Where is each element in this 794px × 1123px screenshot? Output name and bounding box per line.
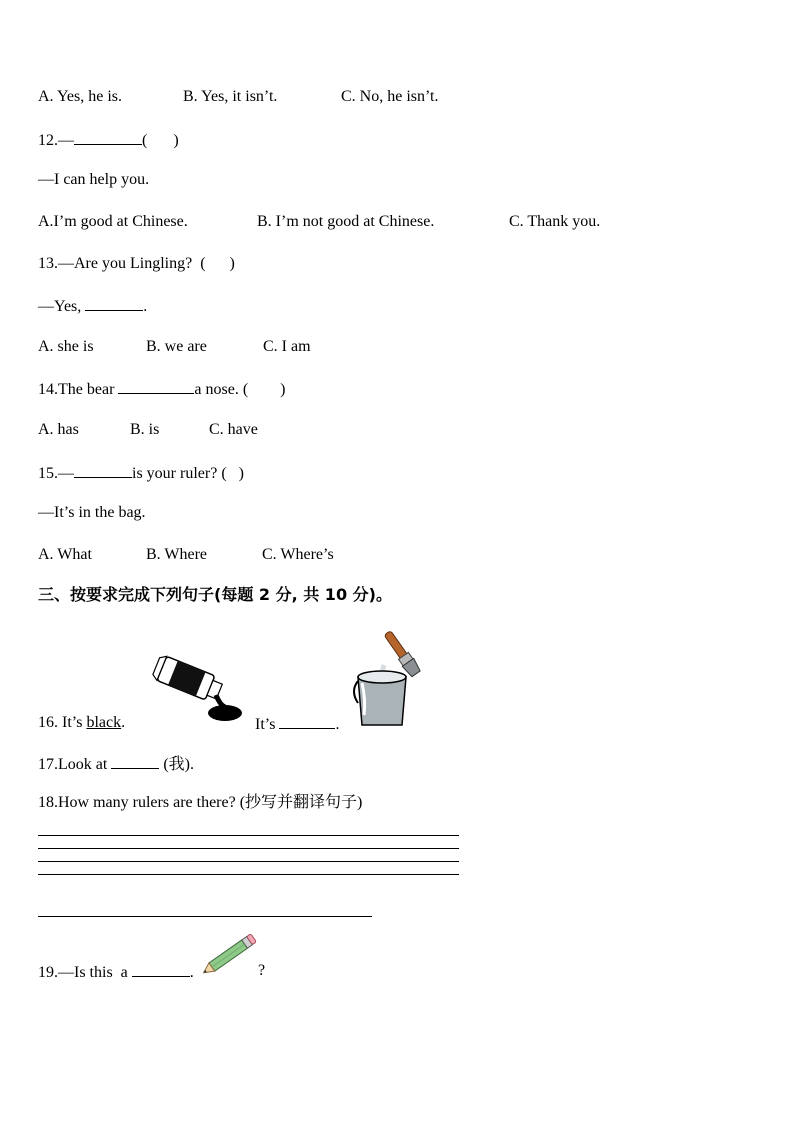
q18-question: 18.How many rulers are there? (抄写并翻译句子) [38,794,363,811]
writing-line-2[interactable] [38,848,459,849]
q16-blank[interactable] [279,713,335,729]
q12-option-c: C. Thank you. [509,213,601,230]
q16-word-black: black [86,714,122,731]
pencil-picture [196,932,262,978]
q12-blank[interactable] [74,129,142,145]
q14-option-a: A. has [38,421,79,438]
q19-question-mark: ? [258,962,266,979]
q13-option-b: B. we are [146,338,207,355]
q16-second-suffix: . [335,716,340,733]
q14-question [38,378,286,400]
q15-prefix: 15.— [38,465,74,482]
q12-option-a: A.I’m good at Chinese. [38,213,188,230]
paint-tube-picture [150,655,245,725]
q16-second-sentence [255,713,339,735]
q14-suffix: a nose. [194,381,239,398]
writing-line-4[interactable] [38,874,459,875]
writing-line-1[interactable] [38,835,459,836]
q15-blank[interactable] [74,462,132,478]
q12-option-b: B. I’m not good at Chinese. [257,213,435,230]
q19-period: . [189,964,194,981]
q15-suffix: is your ruler? [132,465,218,482]
q13-answer-suffix: . [143,298,148,315]
q15-question [38,462,244,484]
q11-option-c: C. No, he isn’t. [341,88,439,105]
q16-question [38,713,125,733]
q16-second-prefix: It’s [255,716,276,733]
section-3-heading: 三、按要求完成下列句子(每题 2 分, 共 10 分)。 [38,585,392,604]
q19-prefix: 19.—Is this a [38,964,128,981]
q17-suffix: (我). [163,756,194,773]
q13-option-c: C. I am [263,338,311,355]
q17-prefix: 17.Look at [38,756,108,773]
q12-number: 12. [38,132,58,149]
q19-blank[interactable] [132,961,190,977]
writing-line-3[interactable] [38,861,459,862]
q17-question [38,753,194,775]
answer-line[interactable] [38,916,372,917]
q16-period: . [121,714,126,731]
q15-paren[interactable]: ( ) [221,465,244,482]
q11-option-b: B. Yes, it isn’t. [183,88,278,105]
q12-paren-open: ( [142,132,148,149]
q15-option-c: C. Where’s [262,546,334,563]
paint-can-picture [348,625,433,730]
q13-blank[interactable] [85,295,143,311]
q15-option-a: A. What [38,546,92,563]
q14-option-b: B. is [130,421,160,438]
q16-prefix: 16. It’s [38,714,83,731]
q11-option-a: A. Yes, he is. [38,88,123,105]
q12-question [38,129,179,151]
q13-paren[interactable]: ( ) [200,255,235,272]
q13-question-text: 13.—Are you Lingling? [38,255,193,272]
q12-answer-line: —I can help you. [38,171,150,188]
q13-option-a: A. she is [38,338,94,355]
q15-answer-line: —It’s in the bag. [38,504,146,521]
q13-question [38,254,235,274]
q14-prefix: 14.The bear [38,381,115,398]
q17-blank[interactable] [111,753,159,769]
q12-paren-close: ) [173,132,179,149]
q14-option-c: C. have [209,421,258,438]
q13-answer [38,295,147,317]
q14-blank[interactable] [118,378,194,394]
q14-paren[interactable]: ( ) [242,381,286,398]
q15-option-b: B. Where [146,546,208,563]
q19-question [38,961,194,983]
q12-dash: — [58,132,74,149]
q13-answer-prefix: —Yes, [38,298,82,315]
